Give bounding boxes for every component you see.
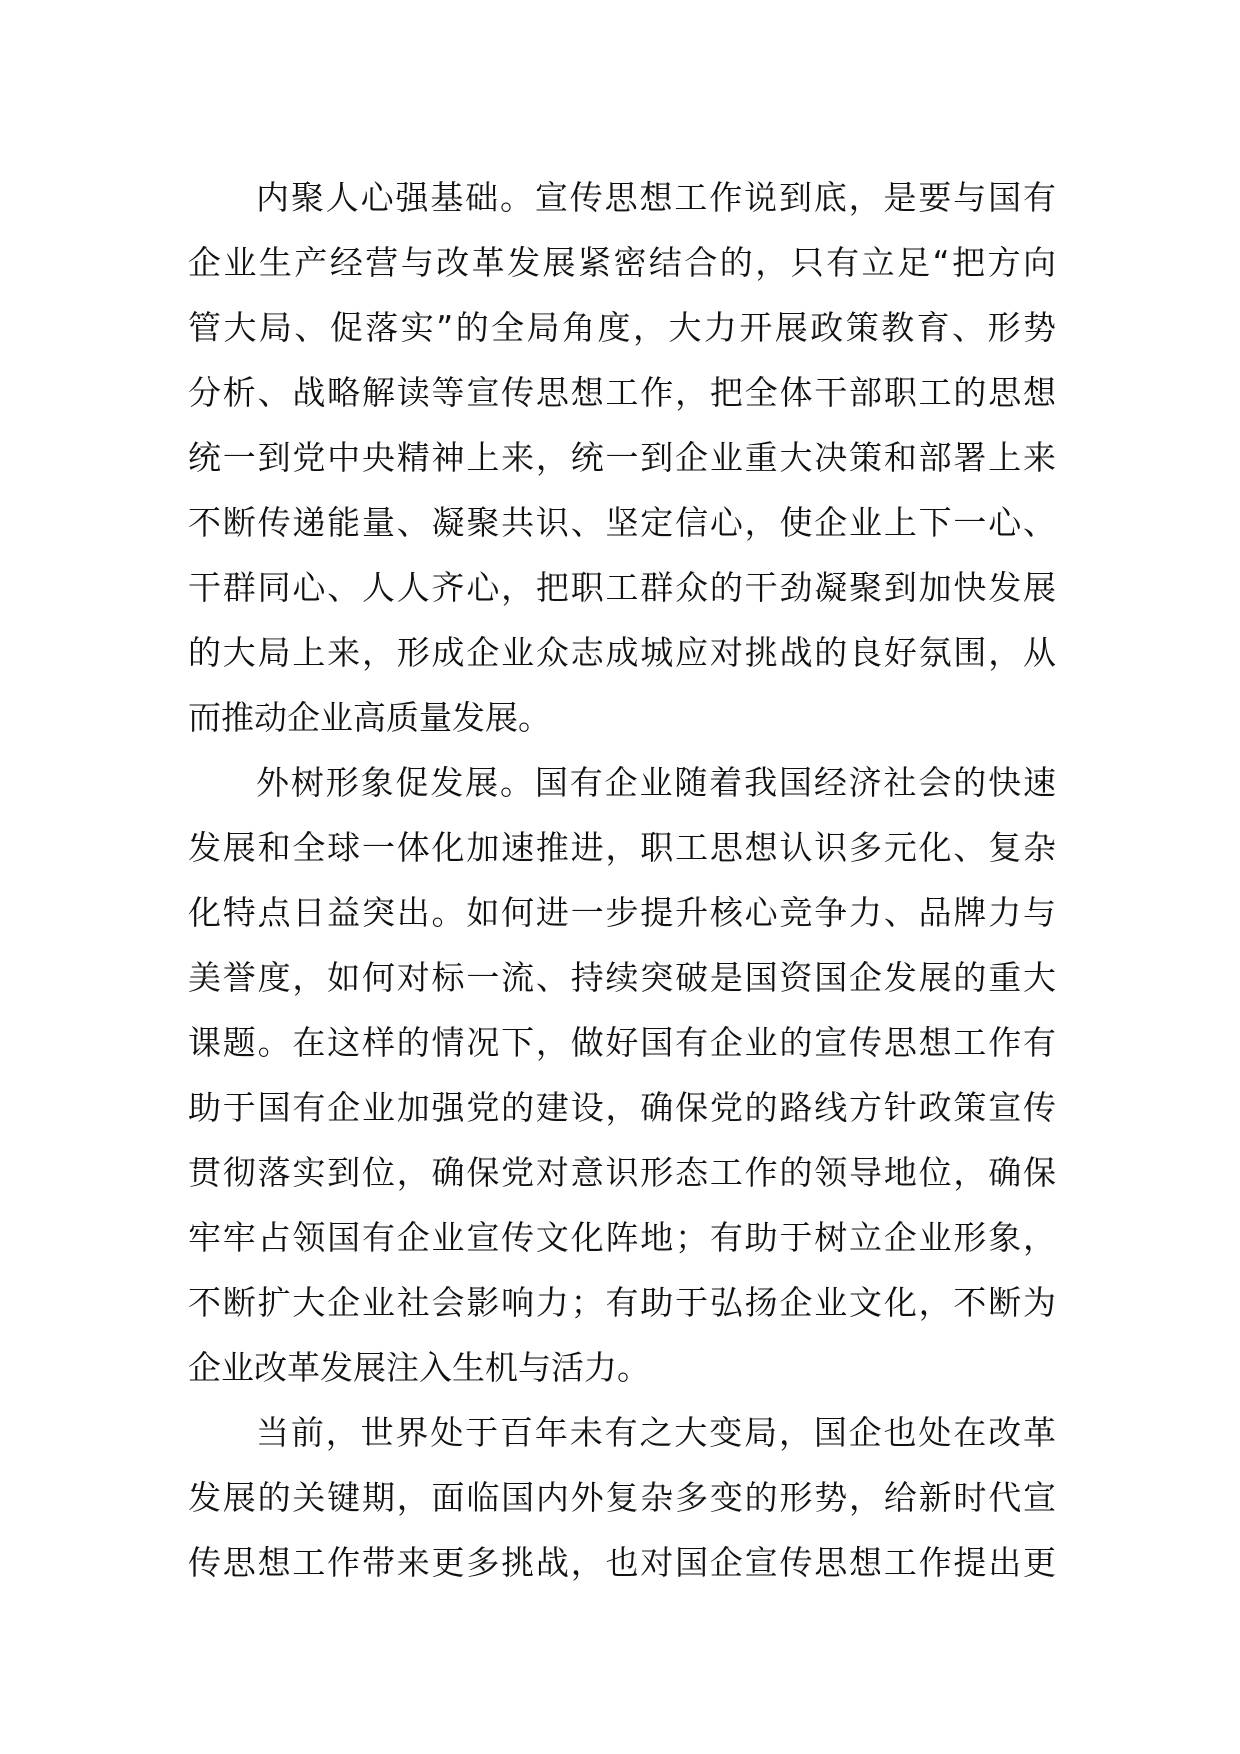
paragraph-line: 干群同心、人人齐心，把职工群众的干劲凝聚到加快发展 (188, 568, 1056, 607)
paragraph-line: 的大局上来，形成企业众志成城应对挑战的良好氛围，从 (188, 633, 1056, 672)
paragraph-line: 企业生产经营与改革发展紧密结合的，只有立足“把方向 (188, 243, 1056, 282)
paragraph-line: 企业改革发展注入生机与活力。 (188, 1348, 650, 1387)
paragraph-2 (188, 750, 1056, 1400)
paragraph-line: 课题。在这样的情况下，做好国有企业的宣传思想工作有 (188, 1023, 1056, 1062)
paragraph-line: 不断传递能量、凝聚共识、坚定信心，使企业上下一心、 (188, 503, 1056, 542)
paragraph-1 (188, 165, 1056, 750)
paragraph-line: 当前，世界处于百年未有之大变局，国企也处在改革 (256, 1413, 1056, 1452)
paragraph-line: 统一到党中央精神上来，统一到企业重大决策和部署上来 (188, 438, 1056, 477)
paragraph-line: 牢牢占领国有企业宣传文化阵地；有助于树立企业形象， (188, 1218, 1056, 1257)
paragraph-line: 管大局、促落实”的全局角度，大力开展政策教育、形势 (188, 308, 1056, 347)
paragraph-line: 助于国有企业加强党的建设，确保党的路线方针政策宣传 (188, 1088, 1056, 1127)
paragraph-line: 发展和全球一体化加速推进，职工思想认识多元化、复杂 (188, 828, 1056, 867)
paragraph-line: 外树形象促发展。国有企业随着我国经济社会的快速 (256, 763, 1056, 802)
paragraph-line: 分析、战略解读等宣传思想工作，把全体干部职工的思想 (188, 373, 1056, 412)
paragraph-3 (188, 1400, 1056, 1595)
paragraph-line: 化特点日益突出。如何进一步提升核心竞争力、品牌力与 (188, 893, 1056, 932)
paragraph-line: 内聚人心强基础。宣传思想工作说到底，是要与国有 (256, 178, 1056, 217)
paragraph-line: 传思想工作带来更多挑战，也对国企宣传思想工作提出更 (188, 1543, 1056, 1582)
paragraph-line: 不断扩大企业社会影响力；有助于弘扬企业文化，不断为 (188, 1283, 1056, 1322)
paragraph-line: 发展的关键期，面临国内外复杂多变的形势，给新时代宣 (188, 1478, 1056, 1517)
document-body (188, 165, 1056, 1595)
paragraph-line: 贯彻落实到位，确保党对意识形态工作的领导地位，确保 (188, 1153, 1056, 1192)
paragraph-line: 美誉度，如何对标一流、持续突破是国资国企发展的重大 (188, 958, 1056, 997)
paragraph-line: 而推动企业高质量发展。 (188, 698, 551, 737)
